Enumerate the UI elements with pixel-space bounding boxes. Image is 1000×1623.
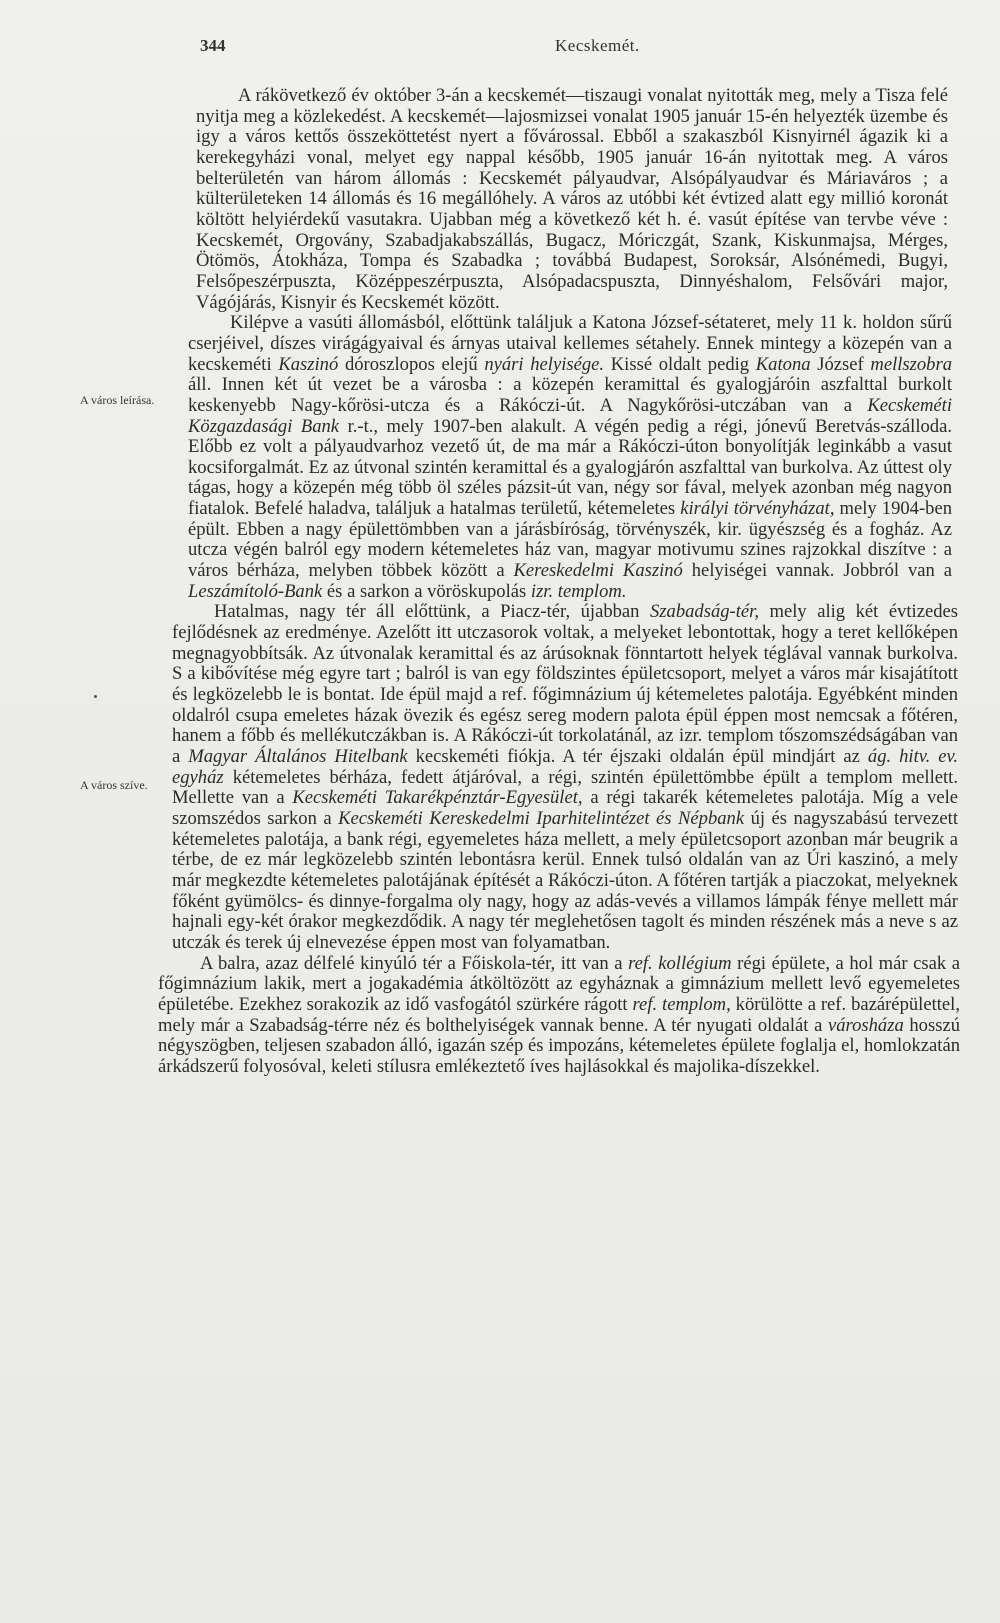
paragraph-main-square	[158, 602, 960, 953]
italic-term: Leszámítoló-Bank	[188, 580, 323, 602]
italic-term: Magyar Általános Hitelbank	[188, 746, 408, 767]
italic-term: Kaszinó	[278, 353, 339, 375]
text-run: dóroszlopos elejű	[338, 353, 485, 375]
italic-term: királyi törvényházat,	[680, 498, 835, 520]
text-run: kecskeméti fiókja. A tér éjszaki oldalán épül mindjárt az	[407, 746, 868, 767]
text-run: mely 1904-ben épült. Ebben a nagy épülettömbben van a járásbíróság, törvényszék, kir. ügyészség és a fogház. Az utcza végén balról egy modern kétemeletes ház van, magyar motivumu szines rajzokkal diszítve : a város bérháza, melyben többek között a	[188, 498, 953, 582]
paragraph-school-square	[158, 954, 960, 1078]
italic-term: ref. templom,	[632, 993, 731, 1015]
text-run: a régi takarék kétemeletes palotája. Míg a vele szomszédos sarkon a	[172, 787, 959, 829]
text-run: új és nagyszabású tervezett kétemeletes palotája, a bank régi, egyemeletes háza mellett, a mely épületcsoport azonban már beugrik a térbe, de ez már legközelebb szintén lebontásra kerül. Ennek tulsó oldalán van az Úri kaszinó, a mely már megkezdte kétemeletes palotájának építését a Rákóczi-úton. A főtéren tartják a piaczokat, melyeknek főként gyümölcs- és dinnye-forgalma oly nagy, hogy az adás-vevés a villamos lámpák fénye mellett már hajnali egy-két órakor megkezdődik. A nagy tér meglehetősen tagolt és minden részének más a neve s az utczák és terek új elnevezése éppen most van folyamatban.	[172, 807, 958, 953]
text-run: Kilépve a vasúti állomásból, előttünk találjuk a Katona József-sétateret, mely 11 k. holdon sűrű cserjéivel, díszes virágágyaival és árnyas utaival kellemes sétahely. Ennek mintegy a közepén van a kecskeméti	[188, 312, 952, 375]
text-run: körülötte a ref. bazárépülettel, mely már a Szabadság-térre néz és bolthelyiségek vannak benne. A tér nyugati oldalát a	[158, 993, 960, 1036]
text-run: A balra, azaz délfelé kinyúló tér a Főiskola-tér, itt van a	[200, 952, 629, 974]
text-run: hosszú négyszögben, teljesen szabadon álló, igazán szép és impozáns, kétemeletes épülete foglalja el, homlokzatán árkádszerű folyosóval, keleti stílusra emlékeztető íves hajlásokkal és majolika-díszekkel.	[158, 1014, 960, 1077]
body-text	[158, 86, 960, 1078]
page-number: 344	[200, 36, 226, 55]
italic-term: ág. hitv. ev. egyház	[172, 746, 958, 788]
italic-term: Szabadság-tér,	[650, 601, 759, 623]
italic-term: városháza	[827, 1014, 904, 1036]
italic-term: ref. kollégium	[628, 952, 732, 974]
italic-term: mellszobra	[870, 353, 953, 375]
text-run: régi épülete, a hol már csak a főgimnázium lakik, mert a jogakadémia átköltözött az egyháznak a gimnázium mellett levő egyemeletes épületébe. Ezekhez sorakozik az idő vasfogától szürkére rágott	[158, 952, 961, 1015]
paragraph-railway: A rákövetkező év október 3-án a kecskemét—tiszaugi vonalat nyitották meg, mely a Tisza felé nyitja meg a közlekedést. A kecskemét—lajosmizsei vonalat 1905 január 15-én helyezték üzembe és igy a város kettős összeköttetést nyert a fővárossal. Ebből a szakaszból Kisnyirnél ágazik ki a kerekegyházi vonal, melyet egy nappal később, 1905 január 16-án nyitottak meg. A város belterületén van három állomás : Kecskemét pályaudvar, Alsópályaudvar és Máriaváros ; a külterületeken 14 állomás és 16 megállóhely. A város az utóbbi két évtized alatt egy millió koronát költött helyiérdekű vasutakra. Ujabban még a következő két h. é. vasút építése van tervbe véve : Kecskemét, Orgovány, Szabadjakabszállás, Bugacz, Móriczgát, Szank, Kiskunmajsa, Mérges, Ötömös, Átokháza, Tompa és Szabadka ; továbbá Budapest, Soroksár, Alsónémedi, Bugyi, Felsőpeszérpuszta, Középpeszérpuszta, Alsópadacspuszta, Dinnyéshalom, Felsővári major, Vágójárás, Kisnyir és Kecskemét között.	[196, 85, 948, 313]
italic-term: Katona	[755, 353, 811, 375]
paragraph-town-description	[158, 313, 960, 602]
text-run: Hatalmas, nagy tér áll előttünk, a Piacz-tér, újabban	[214, 601, 650, 623]
text-run: áll. Innen két út vezet be a városba : a közepén keramittal és gyalogjáróin aszfalttal burkolt keskenyebb Nagy-kőrösi-utcza és a Rákóczi-út. A Nagykőrösi-utczában van a	[188, 374, 952, 416]
text-run: mely alig két évtizedes fejlődésnek az eredménye. Azelőtt itt utczasorok voltak, a melyeket lebontottak, hogy a teret kellőképen megnagyobbítsák. Az útvonalak keramittal és az árúsoknak fönntartott helyek téglával vannak burkolva. S a kibővítése még egyre tart ; balról is van egy földszintes épületcsoport, melyet a város már kisajátított és legközelebb le is bontat. Ide épül majd a ref. főgimnázium új kétemeletes palotája. Egyébként minden oldalról csupa emeletes házak övezik és egész sereg modern palota épül éppen most nemcsak a főtéren, hanem a főbb és mellékutczákban is. A Rákóczi-út torkolatánál, az izr. templom tőszomszédságában van a	[172, 601, 958, 767]
italic-term: izr. templom.	[530, 580, 627, 602]
italic-term: Kecskeméti Kereskedelmi Iparhitelintézet és Népbank	[338, 807, 745, 829]
running-head: Kecskemét.	[555, 36, 640, 55]
italic-term: Kereskedelmi Kaszinó	[513, 560, 683, 582]
print-speck	[94, 695, 97, 698]
text-run: József	[810, 353, 871, 375]
italic-term: nyári helyisége.	[484, 353, 605, 375]
text-run: Kissé oldalt pedig	[604, 353, 756, 375]
text-run: kétemeletes bérháza, fedett átjáróval, a régi, szintén épülettömbbe épült a templom mellett. Mellette van a	[172, 766, 958, 809]
text-run: helyiségei vannak. Jobbról van a	[682, 560, 952, 582]
text-run: és a sarkon a vöröskupolás	[322, 580, 531, 602]
margin-note-city-description: A város leírása.	[80, 393, 155, 407]
italic-term: Kecskeméti Takarékpénztár-Egyesület,	[292, 787, 583, 809]
margin-note-city-heart: A város szíve.	[80, 778, 148, 792]
page-header	[200, 36, 660, 66]
italic-term: Kecskeméti Közgazdasági Bank	[188, 394, 952, 437]
text-run: r.-t., mely 1907-ben alakult. A végén pedig a régi, jónevű Beretvás-szálloda. Előbb ez volt a pályaudvarhoz vezető út, de ma már a Rákóczi-úton bonyolítják leginkább a vasut kocsiforgalmát. Ez az útvonal szintén keramittal és a gyalogjárón aszfalttal van burkolva. Az úttest oly tágas, hogy a közepén még több öl széles pázsit-út van, négy sor fával, melyek azonban még nagyon fiatalok. Befelé haladva, találjuk a hatalmas területű, kétemeletes	[188, 415, 952, 520]
